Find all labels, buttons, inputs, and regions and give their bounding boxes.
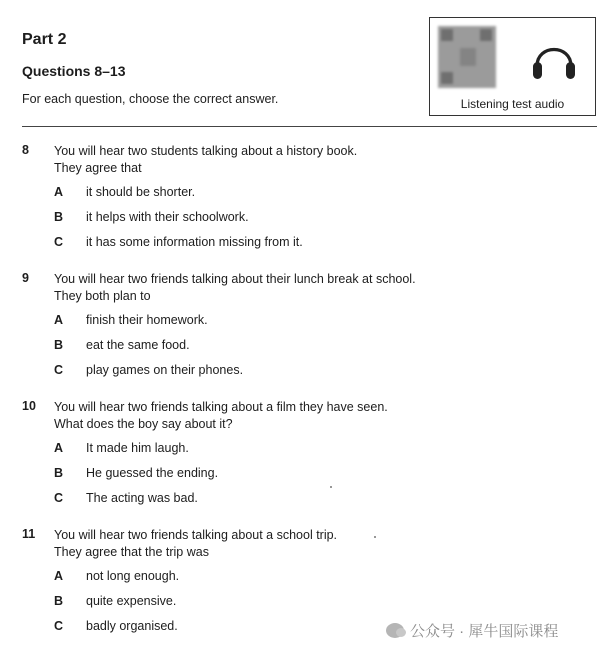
option-letter: C [54,619,64,633]
option-letter: B [54,338,64,352]
option-text: not long enough. [86,569,180,583]
divider [22,126,597,127]
question-number: 9 [22,271,29,285]
option-letter: B [54,594,64,608]
option-text: badly organised. [86,619,178,633]
listening-audio-box[interactable] [429,17,596,116]
question-number: 10 [22,399,36,413]
option-letter: B [54,466,64,480]
option-text: He guessed the ending. [86,466,219,480]
option-letter: A [54,313,64,327]
question-text: You will hear two friends talking about their lunch break at school. They both plan to [54,272,416,303]
option-letter: C [54,491,64,505]
audio-label: Listening test audio [460,97,565,111]
option-text: finish their homework. [86,313,208,327]
option-text: eat the same food. [86,338,190,352]
part-title: Part 2 [22,31,67,48]
option-letter: B [54,210,64,224]
scan-speck [330,486,332,488]
question-text: You will hear two students talking about a history book. They agree that [54,144,358,175]
question-number: 11 [22,527,36,541]
option-letter: A [54,569,64,583]
option-text: it should be shorter. [86,185,196,199]
option-letter: C [54,235,64,249]
option-text: play games on their phones. [86,363,244,377]
question-number: 8 [22,143,29,157]
option-text: It made him laugh. [86,441,189,455]
option-letter: A [54,185,64,199]
wechat-icon [386,623,404,638]
option-text: quite expensive. [86,594,177,608]
question-text: You will hear two friends talking about a school trip. They agree that the trip was [54,528,338,559]
option-letter: A [54,441,64,455]
scan-speck [374,536,376,538]
option-text: it helps with their schoolwork. [86,210,249,224]
headphones-icon [530,32,578,82]
watermark [386,620,558,641]
option-letter: C [54,363,64,377]
option-text: The acting was bad. [86,491,198,505]
question-text: You will hear two friends talking about a film they have seen. What does the boy say about it? [54,400,388,431]
qr-code-icon [438,26,496,88]
instruction-text: For each question, choose the correct answer. [22,92,279,106]
watermark-text: 公众号 · 犀牛国际课程 [410,623,559,640]
questions-range: Questions 8–13 [22,63,126,79]
option-text: it has some information missing from it. [86,235,303,249]
